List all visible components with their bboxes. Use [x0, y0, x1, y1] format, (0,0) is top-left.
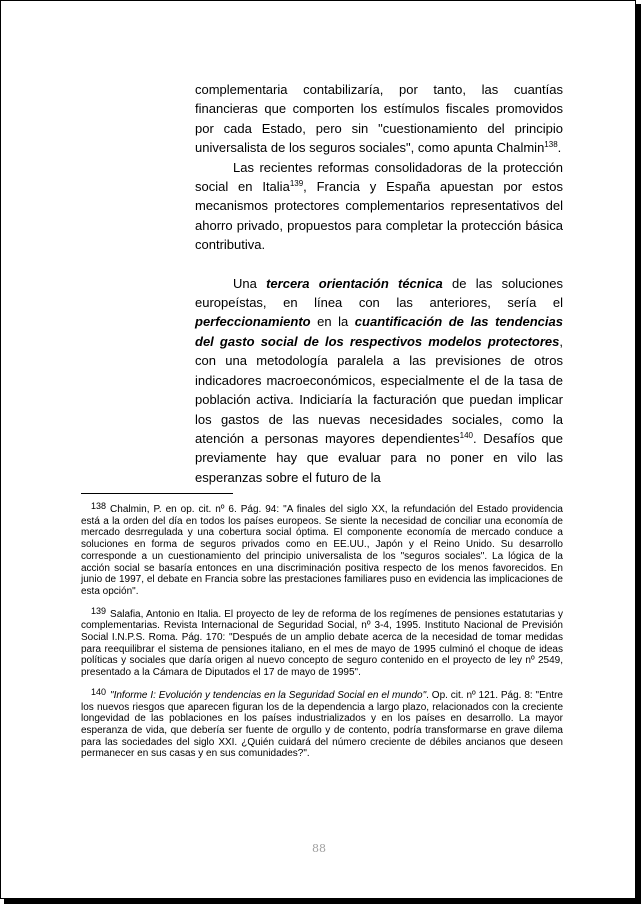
paragraph-2: Las recientes reformas consolidadoras de la protección social en Italia$^{139}$, Francia y España apuestan por estos mecanismos protectores complementarios representativos del ahorro privado, propuestos para completar la protección básica contributiva.	[195, 159, 563, 253]
report-title: "Informe I: Evolución y tendencias en la Seguridad Social en el mundo"	[110, 689, 427, 701]
footnote-138: 138 Chalmin, P. en op. cit. nº 6. Pág. 94: "A finales del siglo XX, la refundación del Estado providencia está a la orden del día en todos los países europeos. Se siente la necesidad de conciliar una economía de mercado desrregulada y una cobertura social óptima. El componente economía de mercado conduce a soluciones en forma de seguros privados como en EE.UU., Japón y el Reino Unido. Su desarrollo corresponde a un cuestionamiento del principio universalista de los "seguros sociales". La lógica de la acción social se basaría entonces en una discriminación positiva respecto de los menos favorecidos. En junio de 1997, el debate en Francia sobre las prestaciones familiares puso en evidencia las implicaciones de esta opción".	[81, 501, 563, 597]
footnote-ref-139[interactable]: 139	[289, 179, 304, 189]
footnote-number: 140	[91, 686, 107, 697]
body-text	[195, 80, 563, 487]
footnote-separator	[81, 493, 233, 494]
footnote-number: 138	[91, 501, 107, 511]
paragraph-1: complementaria contabilizaría, por tanto, las cuantías financieras que comporten los estímulos fiscales promovidos por cada Estado, pero sin "cuestionamiento del principio universalista de los seguros sociales", como apunta Chalmin$^{138}$.	[195, 82, 563, 156]
emphasis-cuantificacion: cuantificación de las tendencias del gasto social de los respectivos modelos protectores	[195, 314, 563, 349]
footnotes	[81, 493, 563, 771]
footnote-140: 140 "Informe I: Evolución y tendencias en la Seguridad Social en el mundo". Op. cit. nº 121. Pág. 8: "Entre los nuevos riesgos que aparecen figuran los de la dependencia a largo plazo, relacionados con la creciente longevidad de las poblaciones en los países industrializados y en los países en desarrollo. La mayor esperanza de vida, que debería ser fuente de orgullo y de contento, podría transformarse en grave dilema para las sociedades del siglo XXI. ¿Quién cuidará del número creciente de débiles ancianos que deseen permanecer en sus casas y en sus comunidades?".	[81, 686, 563, 760]
page-shadow-bottom	[4, 899, 641, 904]
footnote-ref-138[interactable]: 138	[544, 140, 558, 150]
emphasis-tercera-orientacion: tercera orientación técnica	[266, 275, 443, 291]
footnote-139: 139 Salafia, Antonio en Italia. El proyecto de ley de reforma de los regímenes de pensiones estatutarias y complementarias. Revista Internacional de Seguridad Social, nº 3-4, 1995. Instituto Nacional de Previsión Social I.N.P.S. Roma. Pág. 170: "Después de un amplio debate acerca de la necesidad de tomar medidas para reequilibrar el sistema de pensiones italiano, en el mes de mayo de 1995 culminó el choque de ideas políticas y sociales que daría origen al nuevo concepto de seguro contenido en el proyecto de ley nº 2549, presentado a la Cámara de Diputados el 17 de mayo de 1995".	[81, 605, 563, 679]
footnote-ref-140[interactable]: 140	[459, 430, 473, 440]
page-number: 88	[312, 842, 326, 855]
paragraph-3: Una tercera orientación técnica de las soluciones europeístas, en línea con las anteriores, sería el perfeccionamiento en la cuantificación de las tendencias del gasto social de los respectivos modelos protectores, con una metodología paralela a las previsiones de otros indicadores macroeconómicos, especialmente el de la tasa de población activa. Indiciaría la facturación que puedan implicar los gastos de las nuevas necesidades sociales, como la atención a personas mayores dependientes$^{140}$. Desafíos que previamente hay que evaluar para no poner en vilo las esperanzas sobre el futuro de la	[195, 275, 564, 485]
page-shadow-right	[636, 4, 641, 904]
emphasis-perfeccionamiento: perfeccionamiento	[195, 314, 311, 330]
footnote-number: 139	[91, 605, 107, 616]
